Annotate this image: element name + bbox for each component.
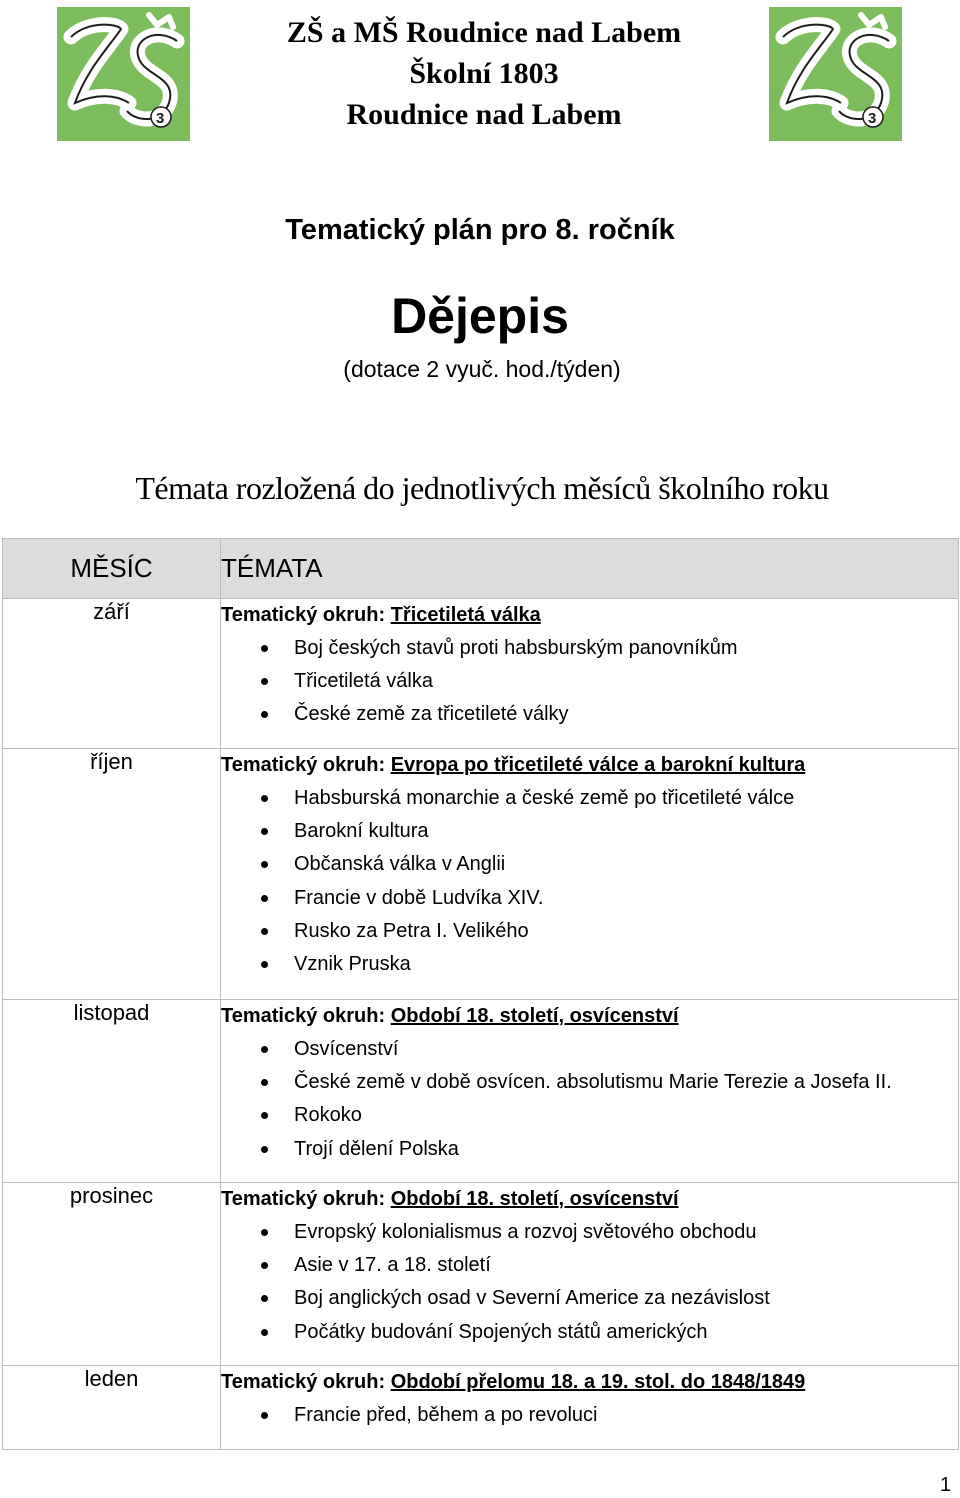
column-header-topics: TÉMATA xyxy=(221,539,959,599)
month-cell: prosinec xyxy=(3,1183,221,1366)
list-item: Vznik Pruska xyxy=(221,948,958,981)
table-row xyxy=(3,1000,959,1183)
topic-list xyxy=(221,1033,958,1166)
topic-area xyxy=(221,1183,958,1216)
list-item: Barokní kultura xyxy=(221,815,958,848)
list-item: České země za třicetileté války xyxy=(221,698,958,731)
list-item: Osvícenství xyxy=(221,1033,958,1066)
zs-logo-icon xyxy=(57,7,190,141)
topics-cell xyxy=(221,599,959,749)
topic-area-label: Tematický okruh: xyxy=(221,604,391,626)
topics-cell xyxy=(221,1183,959,1366)
topic-area-label: Tematický okruh: xyxy=(221,1005,391,1027)
list-item: Rusko za Petra I. Velikého xyxy=(221,915,958,948)
plan-table-body xyxy=(3,599,959,1450)
list-item: Habsburská monarchie a české země po třicetileté válce xyxy=(221,782,958,815)
topic-area-name: Období 18. století, osvícenství xyxy=(390,1188,679,1210)
month-cell: říjen xyxy=(3,749,221,1000)
list-item: Evropský kolonialismus a rozvoj světového obchodu xyxy=(221,1216,958,1249)
list-item: Trojí dělení Polska xyxy=(221,1133,958,1166)
month-cell: leden xyxy=(3,1366,221,1450)
list-item: Francie před, během a po revoluci xyxy=(221,1399,958,1432)
topic-area-label: Tematický okruh: xyxy=(221,1371,391,1393)
topic-list xyxy=(221,1216,958,1349)
column-header-month: MĚSÍC xyxy=(3,539,221,599)
table-row xyxy=(3,749,959,1000)
plan-title: Tematický plán pro 8. ročník xyxy=(285,214,675,246)
plan-table xyxy=(2,538,959,1450)
school-street: Školní 1803 xyxy=(409,57,559,90)
topic-area-name: Třicetiletá válka xyxy=(390,604,541,626)
subject-title: Dějepis xyxy=(391,288,569,344)
topics-heading: Témata rozložená do jednotlivých měsíců školního roku xyxy=(135,470,829,506)
topic-area xyxy=(221,1366,958,1399)
topic-area-label: Tematický okruh: xyxy=(221,754,391,776)
month-cell: září xyxy=(3,599,221,749)
topic-area-name: Období přelomu 18. a 19. stol. do 1848/1849 xyxy=(390,1371,806,1393)
topic-area-name: Evropa po třicetileté válce a barokní kultura xyxy=(390,754,806,776)
month-cell: listopad xyxy=(3,1000,221,1183)
topic-area-label: Tematický okruh: xyxy=(221,1188,391,1210)
school-logo-right xyxy=(769,7,902,141)
topic-list xyxy=(221,1399,958,1432)
school-city: Roudnice nad Labem xyxy=(346,98,622,131)
school-logo-left xyxy=(57,7,190,141)
topic-area xyxy=(221,749,958,782)
page-number: 1 xyxy=(940,1474,952,1496)
list-item: Asie v 17. a 18. století xyxy=(221,1249,958,1282)
zs-logo-icon xyxy=(769,7,902,141)
list-item: Francie v době Ludvíka XIV. xyxy=(221,882,958,915)
svg-text:3: 3 xyxy=(156,110,165,127)
school-name: ZŠ a MŠ Roudnice nad Labem xyxy=(286,16,682,49)
list-item: Rokoko xyxy=(221,1099,958,1132)
table-header-row xyxy=(3,539,959,599)
table-row xyxy=(3,599,959,749)
table-row xyxy=(3,1366,959,1450)
topic-list xyxy=(221,632,958,732)
list-item: Boj českých stavů proti habsburským panovníkům xyxy=(221,632,958,665)
list-item: Boj anglických osad v Severní Americe za nezávislost xyxy=(221,1282,958,1315)
topic-list xyxy=(221,782,958,981)
table-row xyxy=(3,1183,959,1366)
list-item: Počátky budování Spojených států amerických xyxy=(221,1316,958,1349)
school-header xyxy=(200,12,768,135)
svg-text:3: 3 xyxy=(868,110,877,127)
topic-area-name: Období 18. století, osvícenství xyxy=(390,1005,679,1027)
topic-area xyxy=(221,1000,958,1033)
list-item: České země v době osvícen. absolutismu Marie Terezie a Josefa II. xyxy=(221,1066,958,1099)
topics-cell xyxy=(221,749,959,1000)
topics-cell xyxy=(221,1366,959,1450)
topic-area xyxy=(221,599,958,632)
lesson-allocation: (dotace 2 vyuč. hod./týden) xyxy=(343,356,621,382)
topics-cell xyxy=(221,1000,959,1183)
list-item: Třicetiletá válka xyxy=(221,665,958,698)
list-item: Občanská válka v Anglii xyxy=(221,848,958,881)
